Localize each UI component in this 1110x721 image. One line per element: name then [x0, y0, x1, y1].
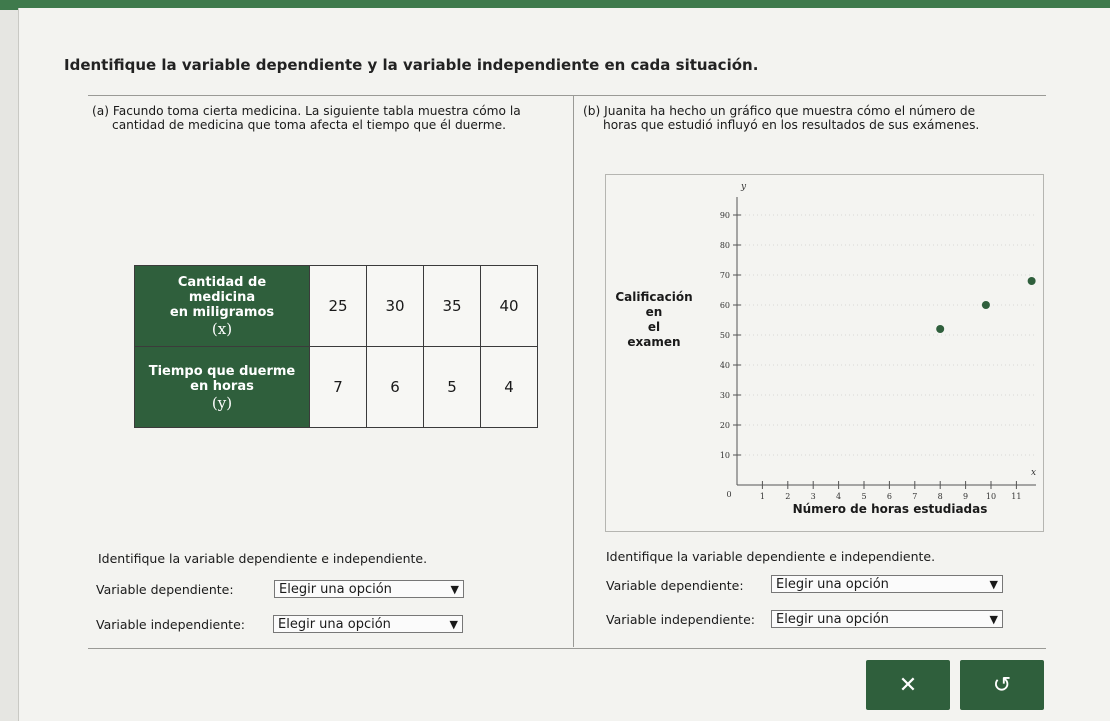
part-a-dependent-select[interactable] [274, 580, 464, 598]
part-a-independent-select[interactable] [273, 615, 463, 633]
row-header-text: Cantidad de [177, 275, 267, 290]
undo-icon: ↺ [992, 672, 1012, 698]
y-label-line: el [647, 320, 661, 334]
table-cell: 25 [310, 266, 367, 347]
scatter-chart [605, 174, 1044, 532]
part-b-instruction: Identifique la variable dependiente e independiente. [606, 549, 936, 564]
data-point [982, 301, 990, 309]
table-cell: 35 [424, 266, 481, 347]
select-value: Elegir una opción [776, 577, 889, 592]
x-tick-label: 3 [810, 492, 816, 501]
y-tick-label: 10 [719, 451, 730, 460]
table-cell: 4 [481, 347, 538, 428]
part-b-independent-select[interactable] [771, 610, 1003, 628]
data-point [1028, 277, 1036, 285]
part-b-prompt-line1: (b) Juanita ha hecho un gráfico que muestra cómo el número de [583, 104, 976, 118]
data-point [936, 325, 944, 333]
y-axis-letter: y [741, 182, 747, 192]
table-cell: 6 [367, 347, 424, 428]
y-label-line: en [645, 305, 663, 319]
y-tick-label: 40 [719, 361, 730, 370]
x-tick-label: 6 [886, 492, 892, 501]
x-tick-label: 4 [836, 492, 842, 501]
clear-button[interactable] [866, 660, 950, 710]
close-icon: ✕ [898, 672, 918, 698]
chevron-down-icon: ▼ [989, 613, 998, 626]
origin-label: 0 [726, 490, 732, 499]
y-tick-label: 60 [719, 301, 730, 310]
row-header-text: en miligramos [169, 305, 275, 320]
part-b-independent-label: Variable independiente: [606, 612, 755, 627]
medicine-table [134, 265, 538, 428]
row-header-sleep [135, 347, 310, 428]
table-cell: 40 [481, 266, 538, 347]
part-a-prompt [92, 104, 572, 132]
y-label-line: Calificación [615, 290, 693, 304]
part-b-prompt [583, 104, 1043, 132]
part-a-prompt-line2: cantidad de medicina que toma afecta el tiempo que él duerme. [112, 118, 506, 132]
y-tick-label: 80 [719, 241, 730, 250]
x-axis-letter: x [1031, 468, 1037, 478]
y-tick-label: 50 [719, 331, 730, 340]
chart-y-label [606, 290, 702, 350]
select-value: Elegir una opción [278, 617, 391, 632]
x-tick-label: 8 [937, 492, 943, 501]
chevron-down-icon: ▼ [449, 618, 458, 631]
x-tick-label: 2 [785, 492, 791, 501]
x-tick-label: 1 [759, 492, 765, 501]
chevron-down-icon: ▼ [450, 583, 459, 596]
table-cell: 30 [367, 266, 424, 347]
select-value: Elegir una opción [776, 612, 889, 627]
row-header-medicine [135, 266, 310, 347]
table-cell: 7 [310, 347, 367, 428]
part-a-prompt-line1: (a) Facundo toma cierta medicina. La siguiente tabla muestra cómo la [92, 104, 521, 118]
row-header-text: medicina [188, 290, 256, 305]
x-tick-label: 10 [985, 492, 997, 501]
table-row [135, 266, 538, 347]
x-tick-label: 11 [1011, 492, 1022, 501]
row-header-variable: (y) [211, 393, 233, 412]
y-tick-label: 20 [719, 421, 730, 430]
part-a-dependent-label: Variable dependiente: [96, 582, 234, 597]
part-a-independent-label: Variable independiente: [96, 617, 245, 632]
table-row [135, 347, 538, 428]
chart-x-label: Número de horas estudiadas [792, 502, 988, 516]
undo-button[interactable] [960, 660, 1044, 710]
question-title: Identifique la variable dependiente y la variable independiente en cada situación. [64, 56, 759, 74]
part-a-instruction: Identifique la variable dependiente e independiente. [98, 551, 428, 566]
y-tick-label: 30 [719, 391, 730, 400]
chevron-down-icon: ▼ [989, 578, 998, 591]
row-header-text: en horas [190, 378, 254, 394]
row-header-text: Tiempo que duerme [148, 363, 296, 379]
chart-canvas [606, 175, 1043, 531]
table-cell: 5 [424, 347, 481, 428]
x-tick-label: 9 [963, 492, 969, 501]
part-b-prompt-line2: horas que estudió influyó en los resultados de sus exámenes. [603, 118, 980, 132]
select-value: Elegir una opción [279, 582, 392, 597]
x-tick-label: 5 [861, 492, 867, 501]
row-header-variable: (x) [211, 320, 233, 338]
x-tick-label: 7 [912, 492, 918, 501]
part-b-dependent-select[interactable] [771, 575, 1003, 593]
panel-divider [573, 95, 574, 647]
y-tick-label: 70 [719, 271, 730, 280]
y-label-line: examen [627, 335, 681, 349]
y-tick-label: 90 [719, 211, 730, 220]
part-b-dependent-label: Variable dependiente: [606, 578, 744, 593]
